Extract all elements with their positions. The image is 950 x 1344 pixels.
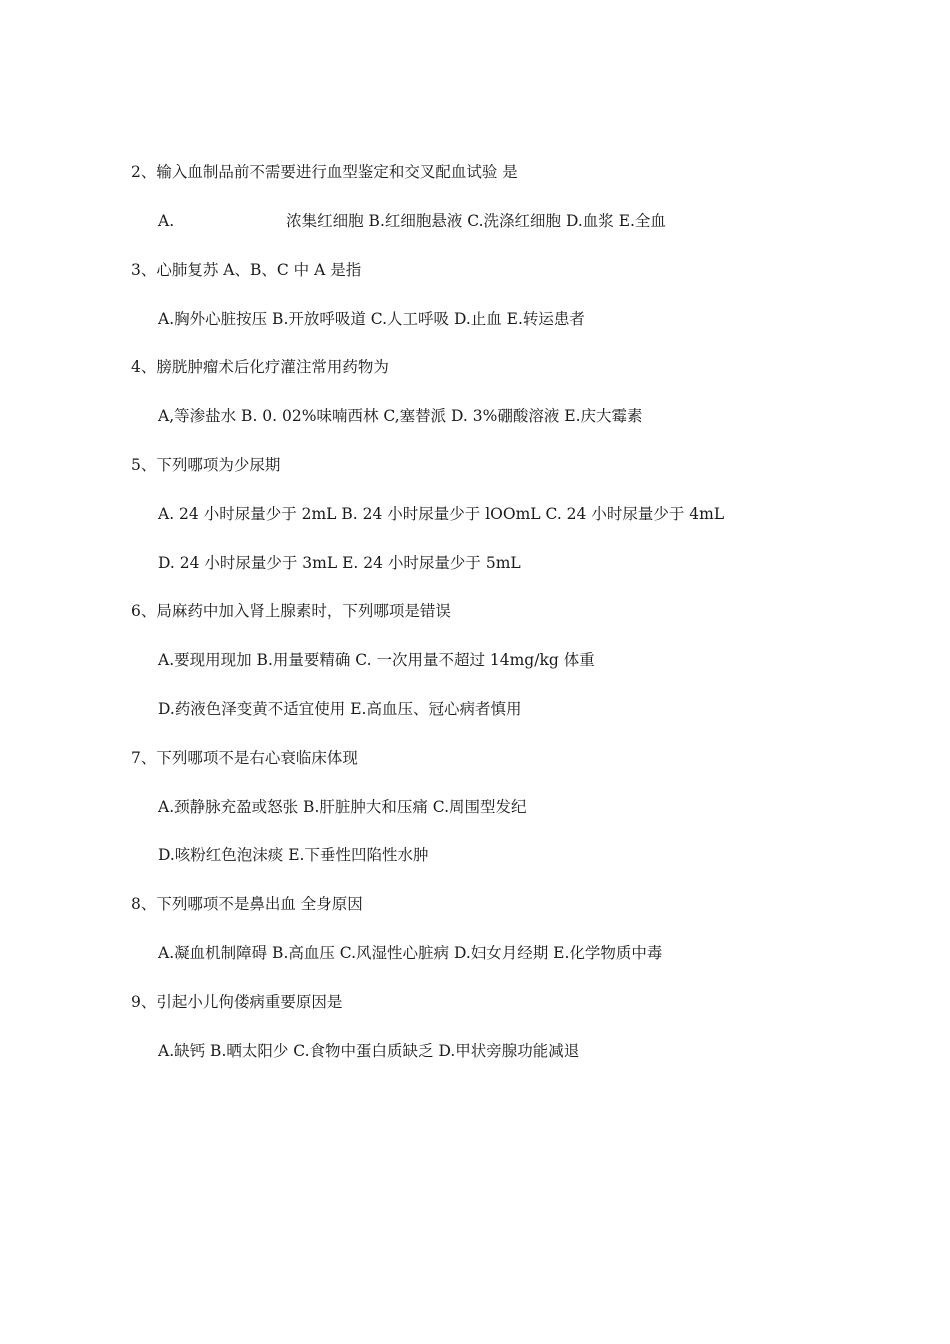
question-8-options: A.凝血机制障碍 B.高血压 C.风湿性心脏病 D.妇女月经期 E.化学物质中毒	[158, 944, 663, 962]
question-6: 6、局麻药中加入肾上腺素时，下列哪项是错误	[131, 602, 451, 620]
question-9: 9、引起小儿佝偻病重要原因是	[131, 993, 343, 1011]
question-7: 7、下列哪项不是右心衰临床体现	[131, 749, 358, 767]
question-6-options-line-2: D.药液色泽变黄不适宜使用 E.高血压、冠心病者慎用	[158, 700, 522, 718]
question-6-options-line-1: A.要现用现加 B.用量要精确 C. 一次用量不超过 14mg/kg 体重	[158, 651, 595, 669]
question-5: 5、下列哪项为少尿期	[131, 456, 281, 474]
question-4-options: A,等渗盐水 B. 0. 02%味喃西林 C,塞替派 D. 3%硼酸溶液 E.庆大霉素	[158, 407, 643, 425]
question-5-options-line-2: D. 24 小时尿量少于 3mL E. 24 小时尿量少于 5mL	[158, 554, 521, 572]
question-5-options-line-1: A. 24 小时尿量少于 2mL B. 24 小时尿量少于 lOOmL C. 24 小时尿量少于 4mL	[158, 505, 725, 523]
option-label: A.	[158, 212, 175, 230]
question-9-options: A.缺钙 B.晒太阳少 C.食物中蛋白质缺乏 D.甲状旁腺功能减退	[158, 1042, 580, 1060]
option-text: 浓集红细胞 B.红细胞悬液 C.洗涤红细胞 D.血浆 E.全血	[286, 212, 666, 230]
question-3-options: A.胸外心脏按压 B.开放呼吸道 C.人工呼吸 D.止血 E.转运患者	[158, 310, 585, 328]
question-3: 3、心肺复苏 A、B、C 中 A 是指	[131, 261, 362, 279]
question-2-options	[158, 211, 666, 231]
question-7-options-line-1: A.颈静脉充盈或怒张 B.肝脏肿大和压痛 C.周围型发纪	[158, 798, 527, 816]
question-8: 8、下列哪项不是鼻出血 全身原因	[131, 895, 363, 913]
question-7-options-line-2: D.咳粉红色泡沫痰 E.下垂性凹陷性水肿	[158, 846, 429, 864]
question-4: 4、膀胱肿瘤术后化疗灌注常用药物为	[131, 358, 389, 376]
question-2: 2、输入血制品前不需要进行血型鉴定和交叉配血试验 是	[131, 163, 518, 181]
